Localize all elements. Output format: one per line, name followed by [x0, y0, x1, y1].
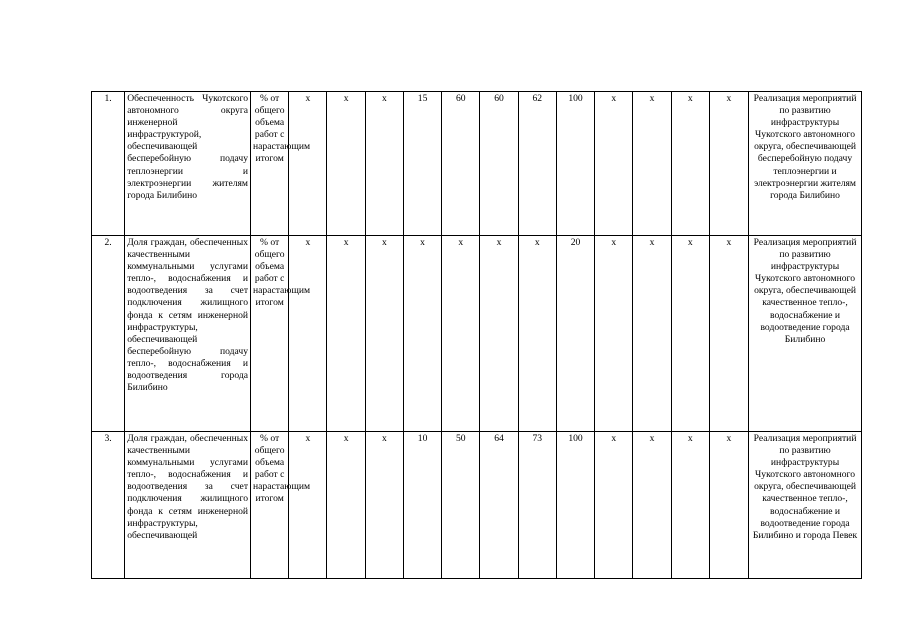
unit-of-measure: % от общего объема работ с нарастающим итогом [251, 92, 289, 236]
year-value: х [518, 236, 556, 432]
year-value: 10 [403, 432, 441, 579]
year-value: 20 [556, 236, 594, 432]
indicators-table [91, 91, 862, 579]
year-value: х [365, 432, 403, 579]
row-number: 2. [92, 236, 125, 432]
indicator-name: Доля граждан, обеспеченных качественными коммунальными услугами тепло-, водоснабжения и водоотведения за счет подключения жилищного фонда к сетям инженерной инфраструктуры, обеспечивающей [125, 432, 251, 579]
year-value: х [633, 92, 671, 236]
year-value: х [403, 236, 441, 432]
year-value: 60 [442, 92, 480, 236]
unit-of-measure: % от общего объема работ с нарастающим итогом [251, 432, 289, 579]
year-value: 60 [480, 92, 518, 236]
year-value: х [595, 236, 633, 432]
year-value: х [289, 432, 327, 579]
row-number: 1. [92, 92, 125, 236]
unit-of-measure: % от общего объема работ с нарастающим итогом [251, 236, 289, 432]
year-value: х [289, 236, 327, 432]
related-measure: Реализация мероприятий по развитию инфраструктуры Чукотского автономного округа, обеспечивающей бесперебойную подачу теплоэнергии и электроэнергии жителям города Билибино [749, 92, 862, 236]
year-value: х [480, 236, 518, 432]
table-row [92, 92, 862, 236]
year-value: х [709, 236, 748, 432]
year-value: 64 [480, 432, 518, 579]
year-value: х [327, 236, 365, 432]
table-row [92, 236, 862, 432]
year-value: х [327, 92, 365, 236]
year-value: х [671, 92, 709, 236]
year-value: х [671, 432, 709, 579]
year-value: 15 [403, 92, 441, 236]
year-value: х [633, 432, 671, 579]
row-number: 3. [92, 432, 125, 579]
related-measure: Реализация мероприятий по развитию инфраструктуры Чукотского автономного округа, обеспечивающей качественное тепло-, водоснабжение и водоотведение города Билибино [749, 236, 862, 432]
year-value: х [709, 432, 748, 579]
year-value: х [633, 236, 671, 432]
year-value: х [671, 236, 709, 432]
year-value: х [595, 432, 633, 579]
year-value: х [327, 432, 365, 579]
year-value: 73 [518, 432, 556, 579]
indicator-name: Доля граждан, обеспеченных качественными коммунальными услугами тепло-, водоснабжения и водоотведения за счет подключения жилищного фонда к сетям инженерной инфраструктуры, обеспечивающей бесперебойную подачу тепло-, водоснабжения и водоотведения города Билибино [125, 236, 251, 432]
year-value: х [289, 92, 327, 236]
year-value: 100 [556, 432, 594, 579]
related-measure: Реализация мероприятий по развитию инфраструктуры Чукотского автономного округа, обеспечивающей качественное тепло-, водоснабжение и водоотведение города Билибино и города Певек [749, 432, 862, 579]
year-value: х [365, 236, 403, 432]
year-value: х [442, 236, 480, 432]
year-value: х [709, 92, 748, 236]
table-row [92, 432, 862, 579]
year-value: 62 [518, 92, 556, 236]
year-value: х [595, 92, 633, 236]
year-value: 50 [442, 432, 480, 579]
year-value: 100 [556, 92, 594, 236]
indicator-name: Обеспеченность Чукотского автономного округа инженерной инфраструктурой, обеспечивающей бесперебойную подачу теплоэнергии и электроэнергии жителям города Билибино [125, 92, 251, 236]
year-value: х [365, 92, 403, 236]
